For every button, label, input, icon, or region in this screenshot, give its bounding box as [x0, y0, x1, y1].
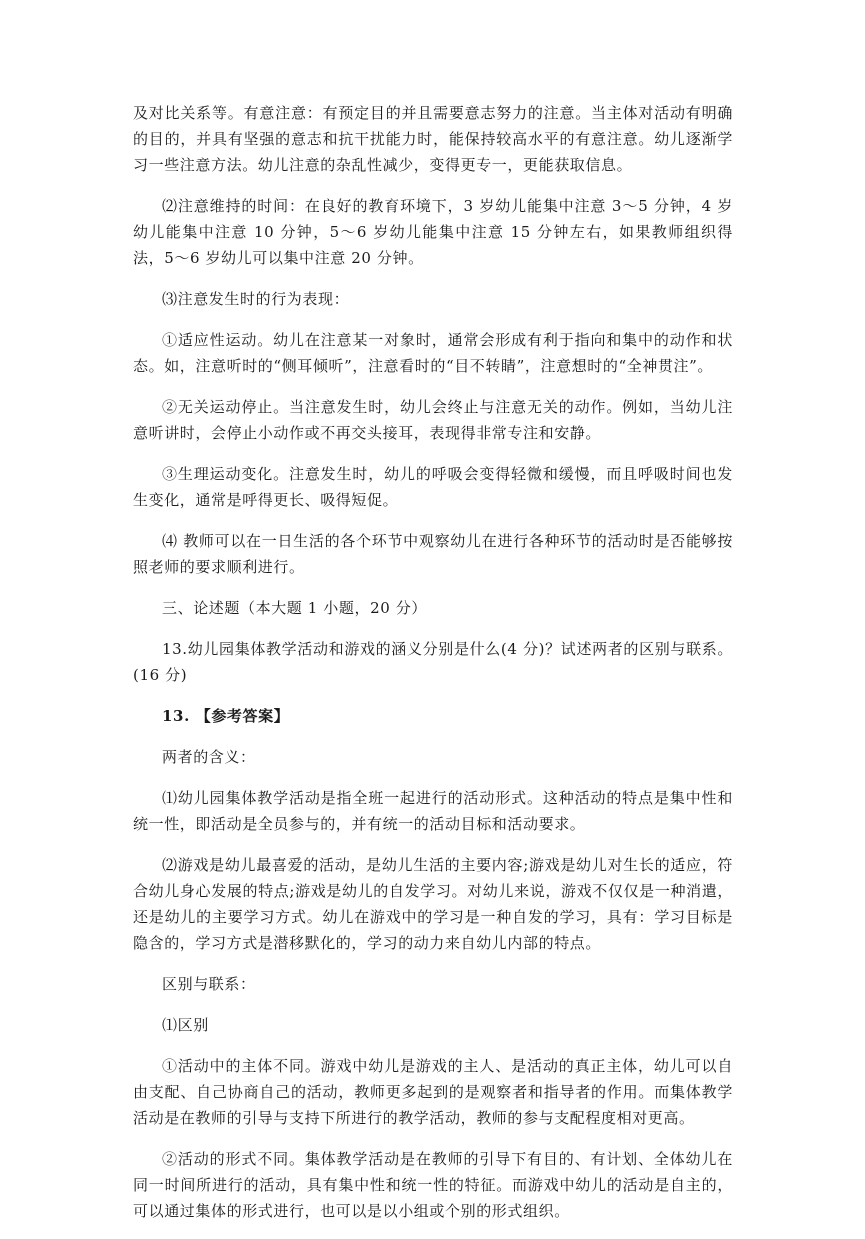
paragraph-difference-subheading: ⑴区别 [162, 1016, 209, 1034]
paragraph-physiological-change: ③生理运动变化。注意发生时，幼儿的呼吸会变得轻微和缓慢，而且呼吸时间也发生变化，通常是呼得更长、吸得短促。 [133, 465, 733, 509]
paragraph-collective-teaching: ⑴幼儿园集体教学活动是指全班一起进行的活动形式。这种活动的特点是集中性和统一性，即活动是全员参与的，并有统一的活动目标和活动要求。 [133, 789, 733, 833]
reference-answer-heading: 13. 【参考答案】 [162, 707, 290, 725]
paragraph-form-difference: ②活动的形式不同。集体教学活动是在教师的引导下有目的、有计划、全体幼儿在同一时间所进行的活动，具有集中性和统一性的特征。而游戏中幼儿的活动是自主的，可以通过集体的形式进行，也可以是以小组或个别的形式组织。 [133, 1150, 733, 1220]
section-heading-essay: 三、论述题（本大题 1 小题，20 分） [162, 599, 427, 617]
paragraph-attention-types: 及对比关系等。有意注意：有预定目的并且需要意志努力的注意。当主体对活动有明确的目的，并具有坚强的意志和抗干扰能力时，能保持较高水平的有意注意。幼儿逐渐学习一些注意方法。幼儿注意的杂乱性减少，变得更专一，更能获取信息。 [133, 104, 733, 174]
paragraph-game-definition: ⑵游戏是幼儿最喜爱的活动，是幼儿生活的主要内容;游戏是幼儿对生长的适应，符合幼儿身心发展的特点;游戏是幼儿的自发学习。对幼儿来说，游戏不仅仅是一种消遣，还是幼儿的主要学习方式。幼儿在游戏中的学习是一种自发的学习，具有：学习目标是隐含的，学习方式是潜移默化的，学习的动力来自幼儿内部的特点。 [133, 856, 733, 952]
paragraph-adaptive-movement: ①适应性运动。幼儿在注意某一对象时，通常会形成有利于指向和集中的动作和状态。如，注意听时的“侧耳倾听”，注意看时的“目不转睛”，注意想时的“全神贯注”。 [133, 331, 733, 375]
paragraph-behavior-heading: ⑶注意发生时的行为表现： [162, 290, 350, 308]
paragraph-subject-difference: ①活动中的主体不同。游戏中幼儿是游戏的主人、是活动的真正主体，幼儿可以自由支配、自己协商自己的活动，教师更多起到的是观察者和指导者的作用。而集体教学活动是在教师的引导与支持下所进行的教学活动，教师的参与支配程度相对更高。 [133, 1057, 733, 1127]
paragraph-meaning-heading: 两者的含义： [162, 748, 256, 766]
paragraph-difference-heading: 区别与联系： [162, 975, 256, 993]
document-page [133, 100, 733, 1239]
paragraph-irrelevant-movement: ②无关运动停止。当注意发生时，幼儿会终止与注意无关的动作。例如，当幼儿注意听讲时，会停止小动作或不再交头接耳，表现得非常专注和安静。 [133, 398, 733, 442]
paragraph-teacher-observation: ⑷ 教师可以在一日生活的各个环节中观察幼儿在进行各种环节的活动时是否能够按照老师的要求顺利进行。 [133, 532, 733, 576]
question-13: 13.幼儿园集体教学活动和游戏的涵义分别是什么(4 分)？试述两者的区别与联系。(16 分) [133, 640, 733, 684]
paragraph-attention-duration: ⑵注意维持的时间：在良好的教育环境下，3 岁幼儿能集中注意 3～5 分钟，4 岁幼儿能集中注意 10 分钟，5～6 岁幼儿能集中注意 15 分钟左右，如果教师组织得法，5～6 岁幼儿可以集中注意 20 分钟。 [133, 197, 733, 267]
